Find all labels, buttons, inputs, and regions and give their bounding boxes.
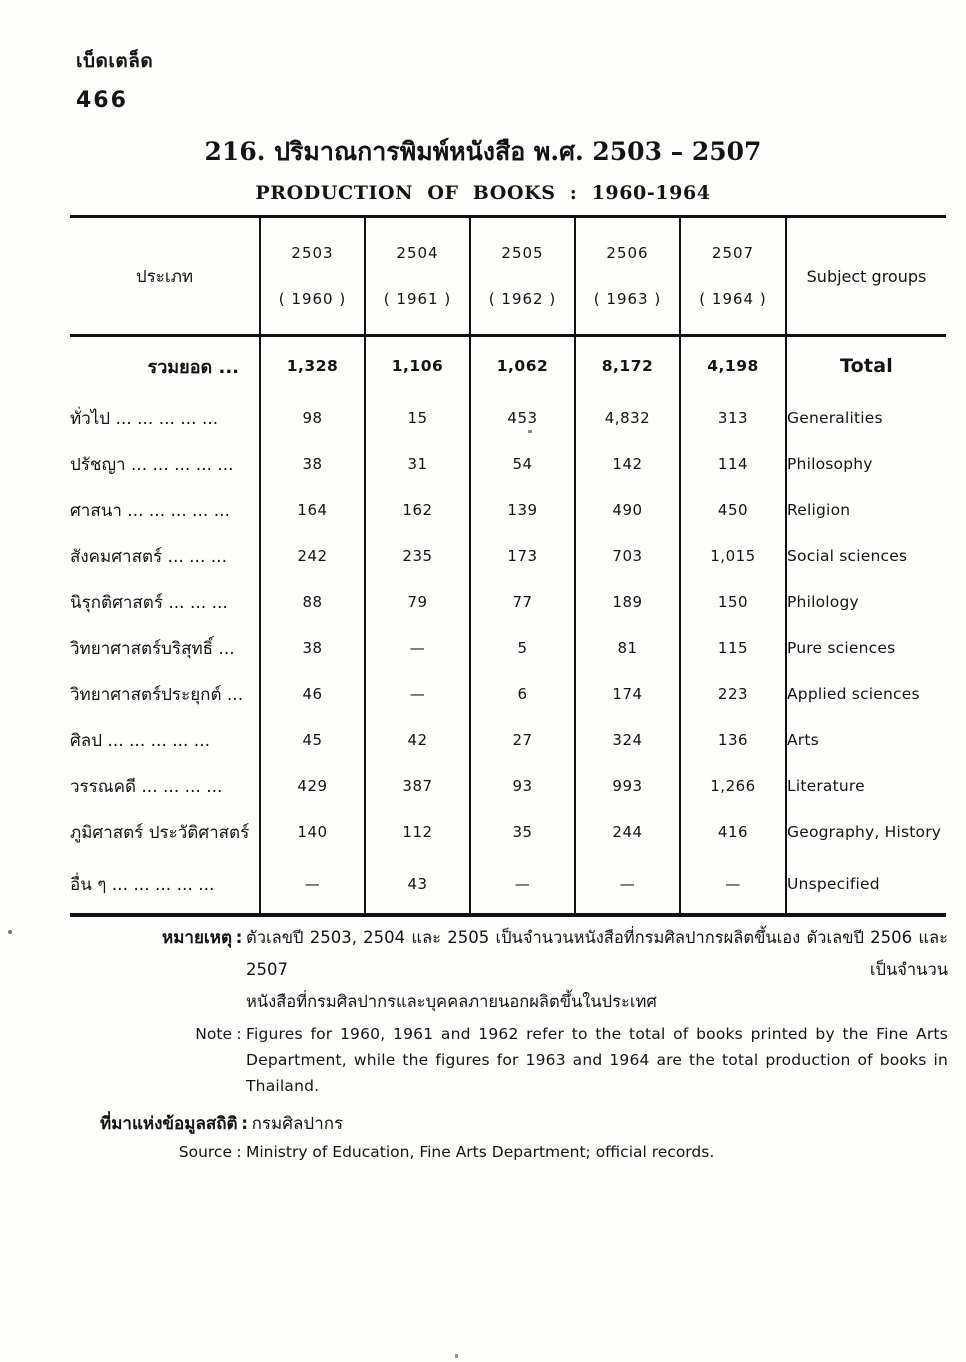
cell-value: —	[365, 625, 470, 671]
page-title-thai: 216. ปริมาณการพิมพ์หนังสือ พ.ศ. 2503 – 2507	[204, 137, 762, 166]
page-title-english: PRODUCTION OF BOOKS : 1960-1964	[255, 182, 711, 204]
note-english-line: Figures for 1960, 1961 and 1962 refer to the total of books printed by the Fine Arts	[246, 1025, 948, 1043]
row-label-thai: ปรัชญา ... ... ... ... ...	[70, 454, 234, 475]
cell-value: 242	[260, 533, 365, 579]
column-header-year-2504	[365, 217, 470, 336]
cell-value: 244	[575, 809, 680, 855]
statistics-table	[70, 215, 946, 917]
cell-value: 38	[260, 441, 365, 487]
cell-value: 235	[365, 533, 470, 579]
row-label-english: Arts	[786, 717, 946, 763]
cell-value: 490	[575, 487, 680, 533]
year-be: 2504	[396, 244, 439, 262]
cell-value: 42	[365, 717, 470, 763]
source-thai	[100, 1109, 948, 1139]
cell-value: 162	[365, 487, 470, 533]
cell-value: 115	[680, 625, 786, 671]
cell-value: 150	[680, 579, 786, 625]
cell-value: 1,062	[470, 336, 575, 396]
cell-value: 1,015	[680, 533, 786, 579]
row-label-thai: ศาสนา ... ... ... ... ...	[70, 500, 230, 521]
cell-value: 81	[575, 625, 680, 671]
row-label-thai: สังคมศาสตร์ ... ... ...	[70, 546, 227, 567]
row-label-thai: ทั่วไป ... ... ... ... ...	[70, 408, 219, 429]
cell-value: 15	[365, 395, 470, 441]
year-ad: ( 1962 )	[488, 290, 557, 308]
note-english-line: Thailand.	[246, 1077, 320, 1095]
note-thai-label: หมายเหตุ	[162, 928, 232, 948]
row-label-english: Generalities	[786, 395, 946, 441]
cell-value: 142	[575, 441, 680, 487]
note-english-label: Note	[195, 1025, 232, 1043]
section-label: เบ็ดเตล็ด	[76, 50, 154, 72]
row-label-english: Applied sciences	[786, 671, 946, 717]
table-row	[70, 579, 946, 625]
scan-artifact	[528, 430, 532, 433]
year-ad: ( 1960 )	[278, 290, 347, 308]
cell-value: 98	[260, 395, 365, 441]
cell-value: 5	[470, 625, 575, 671]
cell-value: 416	[680, 809, 786, 855]
cell-value: 4,198	[680, 336, 786, 396]
table-row	[70, 763, 946, 809]
year-ad: ( 1964 )	[699, 290, 767, 308]
column-header-year-2507	[680, 217, 786, 336]
note-thai-text	[246, 922, 948, 1018]
cell-value: 450	[680, 487, 786, 533]
table-row	[70, 717, 946, 763]
column-header-year-2505	[470, 217, 575, 336]
cell-value: 45	[260, 717, 365, 763]
column-header-category-thai: ประเภท	[135, 266, 194, 287]
table-row	[70, 855, 946, 915]
column-header-year-2506	[575, 217, 680, 336]
table-row	[70, 395, 946, 441]
note-english-text	[246, 1021, 948, 1099]
note-thai	[100, 922, 948, 1018]
cell-value: 1,266	[680, 763, 786, 809]
table-row	[70, 625, 946, 671]
cell-value: 453	[470, 395, 575, 441]
row-label-english: Religion	[786, 487, 946, 533]
year-ad: ( 1961 )	[383, 290, 452, 308]
title-block	[0, 132, 966, 204]
cell-value: 4,832	[575, 395, 680, 441]
table-row	[70, 533, 946, 579]
cell-value: 313	[680, 395, 786, 441]
year-be: 2507	[711, 244, 755, 262]
cell-value: 35	[470, 809, 575, 855]
row-label-thai: อื่น ๆ ... ... ... ... ...	[70, 874, 215, 895]
row-label-english: Social sciences	[786, 533, 946, 579]
row-label-english: Philology	[786, 579, 946, 625]
cell-value: 324	[575, 717, 680, 763]
row-label-thai: วิทยาศาสตร์บริสุทธิ์ ...	[70, 638, 235, 659]
cell-value: 1,106	[365, 336, 470, 396]
source-english	[100, 1139, 948, 1165]
scan-artifact	[455, 1354, 458, 1358]
row-label-thai: วรรณคดี ... ... ... ...	[70, 776, 223, 797]
cell-value: 429	[260, 763, 365, 809]
cell-value: 93	[470, 763, 575, 809]
row-label-english: Unspecified	[786, 855, 946, 915]
cell-value: 703	[575, 533, 680, 579]
row-label-english: Philosophy	[786, 441, 946, 487]
cell-value: 43	[365, 855, 470, 915]
cell-value: 174	[575, 671, 680, 717]
cell-value: —	[575, 855, 680, 915]
note-thai-line: ตัวเลขปี 2503, 2504 และ 2505 เป็นจำนวนหนังสือที่กรมศิลปากรผลิตขึ้นเอง ตัวเลขปี 2506 และ 2507 เป็นจำนวน	[246, 928, 948, 979]
scan-artifact	[8, 930, 12, 934]
table-header-row	[70, 217, 946, 336]
cell-value: 136	[680, 717, 786, 763]
cell-value: —	[680, 855, 786, 915]
cell-value: 46	[260, 671, 365, 717]
cell-value: 88	[260, 579, 365, 625]
note-colon: :	[236, 1143, 242, 1161]
cell-value: 6	[470, 671, 575, 717]
cell-value: 31	[365, 441, 470, 487]
note-english	[100, 1021, 948, 1099]
year-ad: ( 1963 )	[593, 290, 662, 308]
note-colon: :	[241, 1114, 248, 1134]
year-be: 2503	[291, 244, 334, 262]
row-label-thai: ศิลป ... ... ... ... ...	[70, 730, 211, 751]
table-row	[70, 809, 946, 855]
note-colon: :	[235, 928, 243, 948]
row-label-english: Total	[786, 336, 946, 396]
source-thai-text: กรมศิลปากร	[251, 1114, 344, 1134]
note-colon: :	[236, 1025, 242, 1043]
note-thai-line: หนังสือที่กรมศิลปากรและบุคคลภายนอกผลิตขึ้นในประเทศ	[246, 992, 657, 1011]
cell-value: 993	[575, 763, 680, 809]
row-label-thai: ภูมิศาสตร์ ประวัติศาสตร์	[70, 822, 250, 843]
source-thai-label: ที่มาแห่งข้อมูลสถิติ	[100, 1114, 238, 1134]
footnotes	[100, 922, 948, 1165]
source-english-text: Ministry of Education, Fine Arts Department; official records.	[246, 1143, 715, 1161]
cell-value: 139	[470, 487, 575, 533]
cell-value: 173	[470, 533, 575, 579]
page-corner	[76, 46, 153, 113]
cell-value: 54	[470, 441, 575, 487]
cell-value: 77	[470, 579, 575, 625]
cell-value: 79	[365, 579, 470, 625]
row-label-english: Geography, History	[786, 809, 946, 855]
page-number: 466	[76, 88, 128, 113]
table-row	[70, 487, 946, 533]
cell-value: 27	[470, 717, 575, 763]
cell-value: 112	[365, 809, 470, 855]
cell-value: —	[470, 855, 575, 915]
cell-value: 189	[575, 579, 680, 625]
cell-value: 8,172	[575, 336, 680, 396]
row-label-english: Literature	[786, 763, 946, 809]
table-row	[70, 441, 946, 487]
cell-value: 164	[260, 487, 365, 533]
table-row	[70, 671, 946, 717]
cell-value: 223	[680, 671, 786, 717]
source-english-label: Source	[178, 1143, 232, 1161]
cell-value: 38	[260, 625, 365, 671]
cell-value: 387	[365, 763, 470, 809]
table-row-total	[70, 336, 946, 396]
cell-value: 140	[260, 809, 365, 855]
row-label-thai: รวมยอด ...	[147, 356, 239, 378]
row-label-thai: วิทยาศาสตร์ประยุกต์ ...	[70, 684, 244, 705]
cell-value: 114	[680, 441, 786, 487]
year-be: 2506	[606, 244, 649, 262]
cell-value: 1,328	[260, 336, 365, 396]
year-be: 2505	[501, 244, 544, 262]
note-english-line: Department, while the figures for 1963 and 1964 are the total production of books in	[246, 1051, 948, 1069]
column-header-subject-groups: Subject groups	[786, 217, 946, 336]
cell-value: —	[260, 855, 365, 915]
column-header-year-2503	[260, 217, 365, 336]
row-label-english: Pure sciences	[786, 625, 946, 671]
cell-value: —	[365, 671, 470, 717]
row-label-thai: นิรุกติศาสตร์ ... ... ...	[70, 592, 228, 613]
